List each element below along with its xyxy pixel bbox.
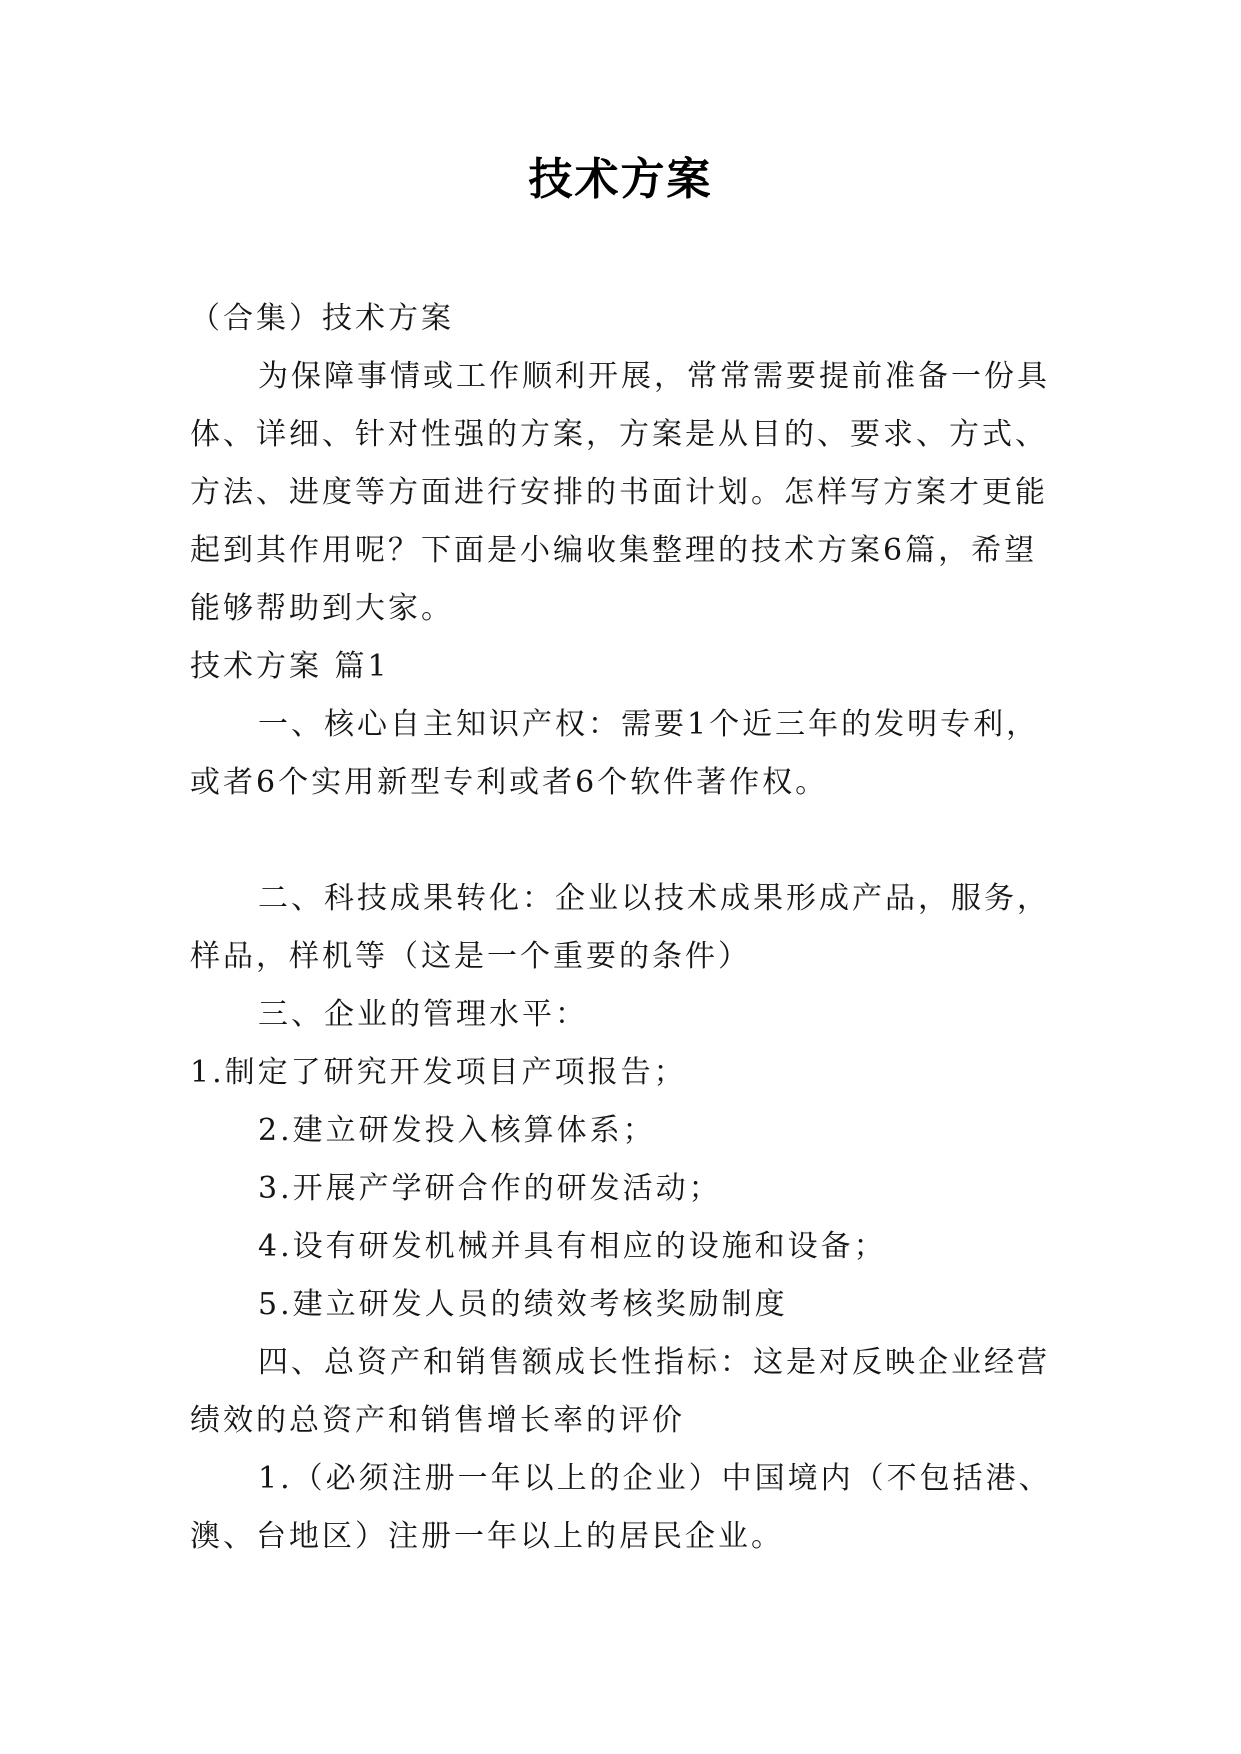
- management-item-3: 3.开展产学研合作的研发活动；: [258, 1171, 722, 1206]
- paragraph-spacer: [190, 812, 1065, 870]
- ip-requirement-paragraph: 一、核心自主知识产权：需要1个近三年的发明专利，或者6个实用新型专利或者6个软件著作权。: [190, 707, 1040, 800]
- management-item-5: 5.建立研发人员的绩效考核奖励制度: [258, 1287, 788, 1322]
- management-item-4: 4.设有研发机械并具有相应的设施和设备；: [258, 1229, 887, 1264]
- management-item-2: 2.建立研发投入核算体系；: [258, 1113, 656, 1148]
- registration-requirement-paragraph: 1.（必须注册一年以上的企业）中国境内（不包括港、澳、台地区）注册一年以上的居民企业。: [190, 1461, 1052, 1554]
- management-heading: 三、企业的管理水平：: [258, 997, 588, 1032]
- section-heading-1: 技术方案 篇1: [190, 649, 390, 684]
- tech-transfer-paragraph: 二、科技成果转化：企业以技术成果形成产品，服务，样品，样机等（这是一个重要的条件）: [190, 881, 1050, 974]
- management-item-1: 1.制定了研究开发项目产项报告；: [190, 1055, 687, 1090]
- growth-indicator-paragraph: 四、总资产和销售额成长性指标：这是对反映企业经营绩效的总资产和销售增长率的评价: [190, 1345, 1050, 1438]
- document-title: 技术方案: [528, 154, 713, 205]
- intro-paragraph: 为保障事情或工作顺利开展，常常需要提前准备一份具体、详细、针对性强的方案，方案是从目的、要求、方式、方法、进度等方面进行安排的书面计划。怎样写方案才更能起到其作用呢？下面是小编收集整理的技术方案6篇，希望能够帮助到大家。: [190, 359, 1050, 626]
- document-body: [190, 290, 1065, 1566]
- collection-heading: （合集）技术方案: [190, 301, 454, 336]
